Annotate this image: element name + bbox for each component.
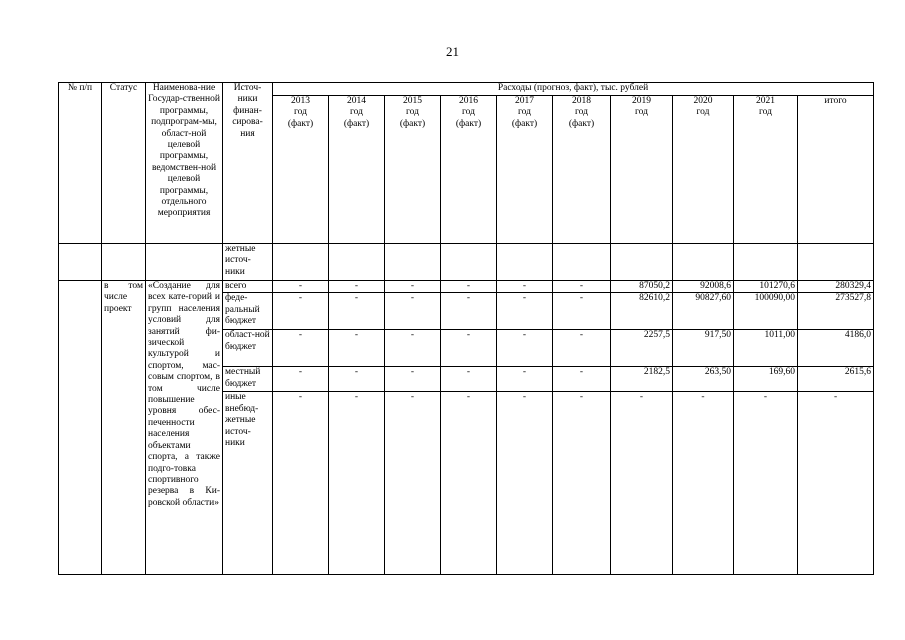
expenses-table bbox=[58, 82, 874, 575]
source-cell: жетные источ-ники bbox=[223, 244, 273, 281]
value-cell: 2182,5 bbox=[611, 367, 673, 392]
header-name: Наименова-ние Государ-ственной программы, подпрограм-мы, област-ной целевой программы, ведомствен-ной целевой программы, отдельного мероприятия bbox=[146, 83, 223, 244]
value-cell: - bbox=[273, 367, 329, 392]
value-cell: - bbox=[273, 392, 329, 575]
value-cell: - bbox=[273, 293, 329, 330]
value-cell: 90827,60 bbox=[673, 293, 734, 330]
value-cell: - bbox=[798, 392, 874, 575]
header-year-2020: 2020 год bbox=[673, 96, 734, 244]
value-cell: - bbox=[329, 281, 385, 293]
value-cell: - bbox=[385, 330, 441, 367]
value-cell: 280329,4 bbox=[798, 281, 874, 293]
value-cell: - bbox=[497, 330, 553, 367]
value-cell: - bbox=[553, 330, 611, 367]
value-cell: - bbox=[497, 293, 553, 330]
value-cell: - bbox=[553, 392, 611, 575]
value-cell: 1011,00 bbox=[734, 330, 798, 367]
value-cell: 2257,5 bbox=[611, 330, 673, 367]
header-year-2013: 2013 год (факт) bbox=[273, 96, 329, 244]
value-cell: 92008,6 bbox=[673, 281, 734, 293]
header-year-2021: 2021 год bbox=[734, 96, 798, 244]
header-total: итого bbox=[798, 96, 874, 244]
value-cell: 87050,2 bbox=[611, 281, 673, 293]
source-cell: иные внебюд-жетные источ-ники bbox=[223, 392, 273, 575]
project-name-cell: «Создание для всех кате-горий и групп населения условий для занятий фи-зической культурой и спортом, мас-совым спортом, в том числе повышение уровня обес-печенности населения объектами спорта, а также подго-товка спортивного резерва в Ки-ровской области» bbox=[146, 281, 223, 575]
status-cell: в том числе проект bbox=[102, 281, 146, 575]
header-year-2017: 2017 год (факт) bbox=[497, 96, 553, 244]
value-cell: 273527,8 bbox=[798, 293, 874, 330]
value-cell: - bbox=[385, 293, 441, 330]
value-cell: - bbox=[673, 392, 734, 575]
value-cell: - bbox=[553, 293, 611, 330]
value-cell: - bbox=[329, 392, 385, 575]
value-cell: 82610,2 bbox=[611, 293, 673, 330]
source-cell: област-ной бюджет bbox=[223, 330, 273, 367]
value-cell: - bbox=[441, 281, 497, 293]
value-cell: - bbox=[611, 392, 673, 575]
value-cell: - bbox=[385, 281, 441, 293]
value-cell: - bbox=[273, 330, 329, 367]
value-cell: - bbox=[329, 293, 385, 330]
source-cell: всего bbox=[223, 281, 273, 293]
value-cell: - bbox=[441, 330, 497, 367]
value-cell: 917,50 bbox=[673, 330, 734, 367]
value-cell: - bbox=[441, 392, 497, 575]
value-cell: 169,60 bbox=[734, 367, 798, 392]
header-source: Источ-ники финан-сирова-ния bbox=[223, 83, 273, 244]
value-cell: - bbox=[273, 281, 329, 293]
header-expenses: Расходы (прогноз, факт), тыс. рублей bbox=[273, 83, 874, 96]
value-cell: - bbox=[385, 367, 441, 392]
value-cell: - bbox=[497, 392, 553, 575]
header-year-2018: 2018 год (факт) bbox=[553, 96, 611, 244]
value-cell: 101270,6 bbox=[734, 281, 798, 293]
source-cell: феде-ральный бюджет bbox=[223, 293, 273, 330]
table-row bbox=[59, 281, 874, 293]
header-year-2014: 2014 год (факт) bbox=[329, 96, 385, 244]
value-cell: - bbox=[385, 392, 441, 575]
continuation-row bbox=[59, 244, 874, 281]
value-cell: - bbox=[329, 367, 385, 392]
value-cell: 2615,6 bbox=[798, 367, 874, 392]
header-status: Статус bbox=[102, 83, 146, 244]
value-cell: - bbox=[497, 367, 553, 392]
value-cell: - bbox=[329, 330, 385, 367]
value-cell: - bbox=[734, 392, 798, 575]
page-number: 21 bbox=[446, 44, 459, 59]
source-cell: местный бюджет bbox=[223, 367, 273, 392]
value-cell: - bbox=[553, 367, 611, 392]
header-year-2016: 2016 год (факт) bbox=[441, 96, 497, 244]
value-cell: 100090,00 bbox=[734, 293, 798, 330]
value-cell: 4186,0 bbox=[798, 330, 874, 367]
value-cell: - bbox=[441, 367, 497, 392]
value-cell: 263,50 bbox=[673, 367, 734, 392]
value-cell: - bbox=[441, 293, 497, 330]
header-year-2015: 2015 год (факт) bbox=[385, 96, 441, 244]
header-num: № п/п bbox=[59, 83, 102, 244]
value-cell: - bbox=[497, 281, 553, 293]
header-year-2019: 2019 год bbox=[611, 96, 673, 244]
value-cell: - bbox=[553, 281, 611, 293]
